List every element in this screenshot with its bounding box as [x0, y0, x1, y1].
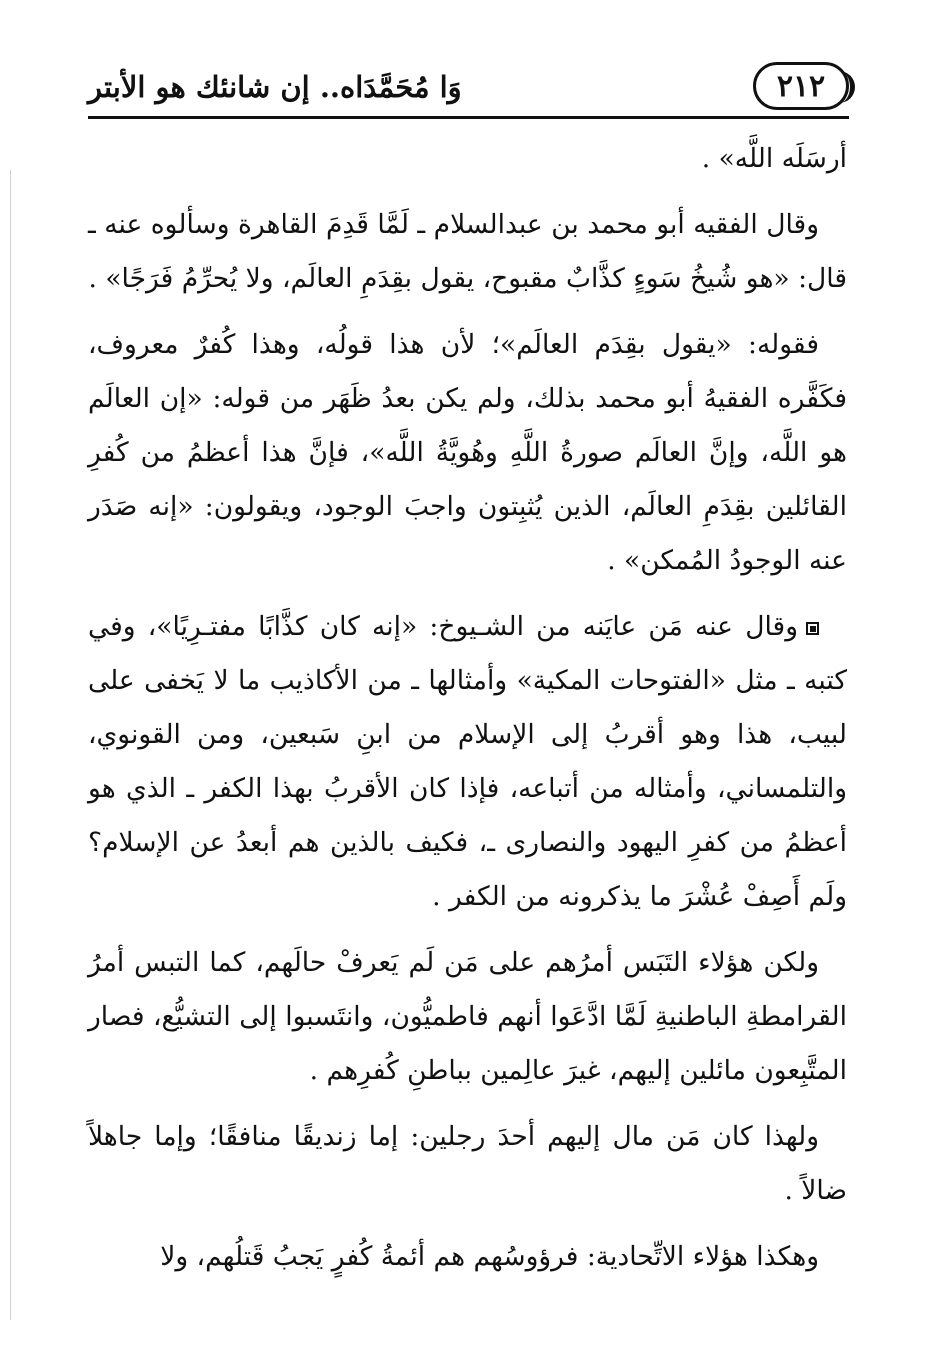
running-title: وَا مُحَمَّدَاه.. إن شانئك هو الأبتر [88, 70, 462, 104]
paragraph: فقوله: «يقول بقِدَم العالَم»؛ لأن هذا قولُه، وهذا كُفرٌ معروف، فكَفَّره الفقيهُ أبو محمد بذلك، ولم يكن بعدُ ظَهَر من قوله: «إن العالَم هو اللَّه، وإنَّ العالَم صورةُ اللَّهِ وهُويَّةُ اللَّه»، فإنَّ هذا أعظمُ من كُفرِ القائلين بقِدَمِ العالَم، الذين يُثبِتون واجبَ الوجود، ويقولون: «إنه صَدَر عنه الوجودُ المُمكن» . [88, 329, 847, 576]
page-header [88, 58, 849, 118]
scan-edge-line [10, 170, 11, 1320]
paragraph-with-bullet [88, 600, 847, 924]
body-text [88, 132, 847, 1296]
page-number-badge [753, 62, 849, 110]
paragraph: وقال الفقيه أبو محمد بن عبدالسلام ـ لَمَّا قَدِمَ القاهرة وسألوه عنه ـ قال: «هو شُيخُ سَوءٍ كذَّابٌ مقبوح، يقول بقِدَمِ العالَم، ولا يُحرِّمُ فَرَجًا» . [88, 209, 847, 294]
paragraph: أرسَلَه اللَّه» . [701, 143, 847, 174]
paragraph: وهكذا هؤلاء الاتِّحادية: فرؤوسُهم هم أئمةُ كُفرٍ يَجبُ قَتلُهم، ولا [160, 1241, 819, 1272]
header-rule [88, 116, 849, 119]
page-number: ٢١٢ [776, 68, 826, 104]
square-bullet-icon [806, 622, 819, 635]
paragraph-text: وقال عنه مَن عايَنه من الشـيوخ: «إنه كان كذَّابًا مفتـرِيًا»، وفي كتبه ـ مثل «الفتوحات المكية» وأمثالها ـ من الأكاذيب ما لا يَخفى على لبيب، هذا وهو أقربُ إلى الإسلام من ابنِ سَبعين، ومن القونوي، والتلمساني، وأمثاله من أتباعه، فإذا كان الأقربُ بهذا الكفر ـ الذي هو أعظمُ من كفرِ اليهود والنصارى ـ، فكيف بالذين هم أبعدُ عن الإسلام؟ ولَم أَصِفْ عُشْرَ ما يذكرونه من الكفر . [88, 611, 848, 912]
paragraph: ولهذا كان مَن مال إليهم أحدَ رجلين: إما زنديقًا منافقًا؛ وإما جاهلاً ضالاً . [88, 1121, 847, 1206]
paragraph: ولكن هؤلاء التَبَس أمرُهم على مَن لَم يَعرفْ حالَهم، كما التبس أمرُ القرامطةِ الباطنيةِ لَمَّا ادَّعَوا أنهم فاطميُّون، وانتَسبوا إلى التشيُّع، فصار المتَّبِعون مائلين إليهم، غيرَ عالِمين بباطنِ كُفرِهم . [88, 947, 847, 1086]
